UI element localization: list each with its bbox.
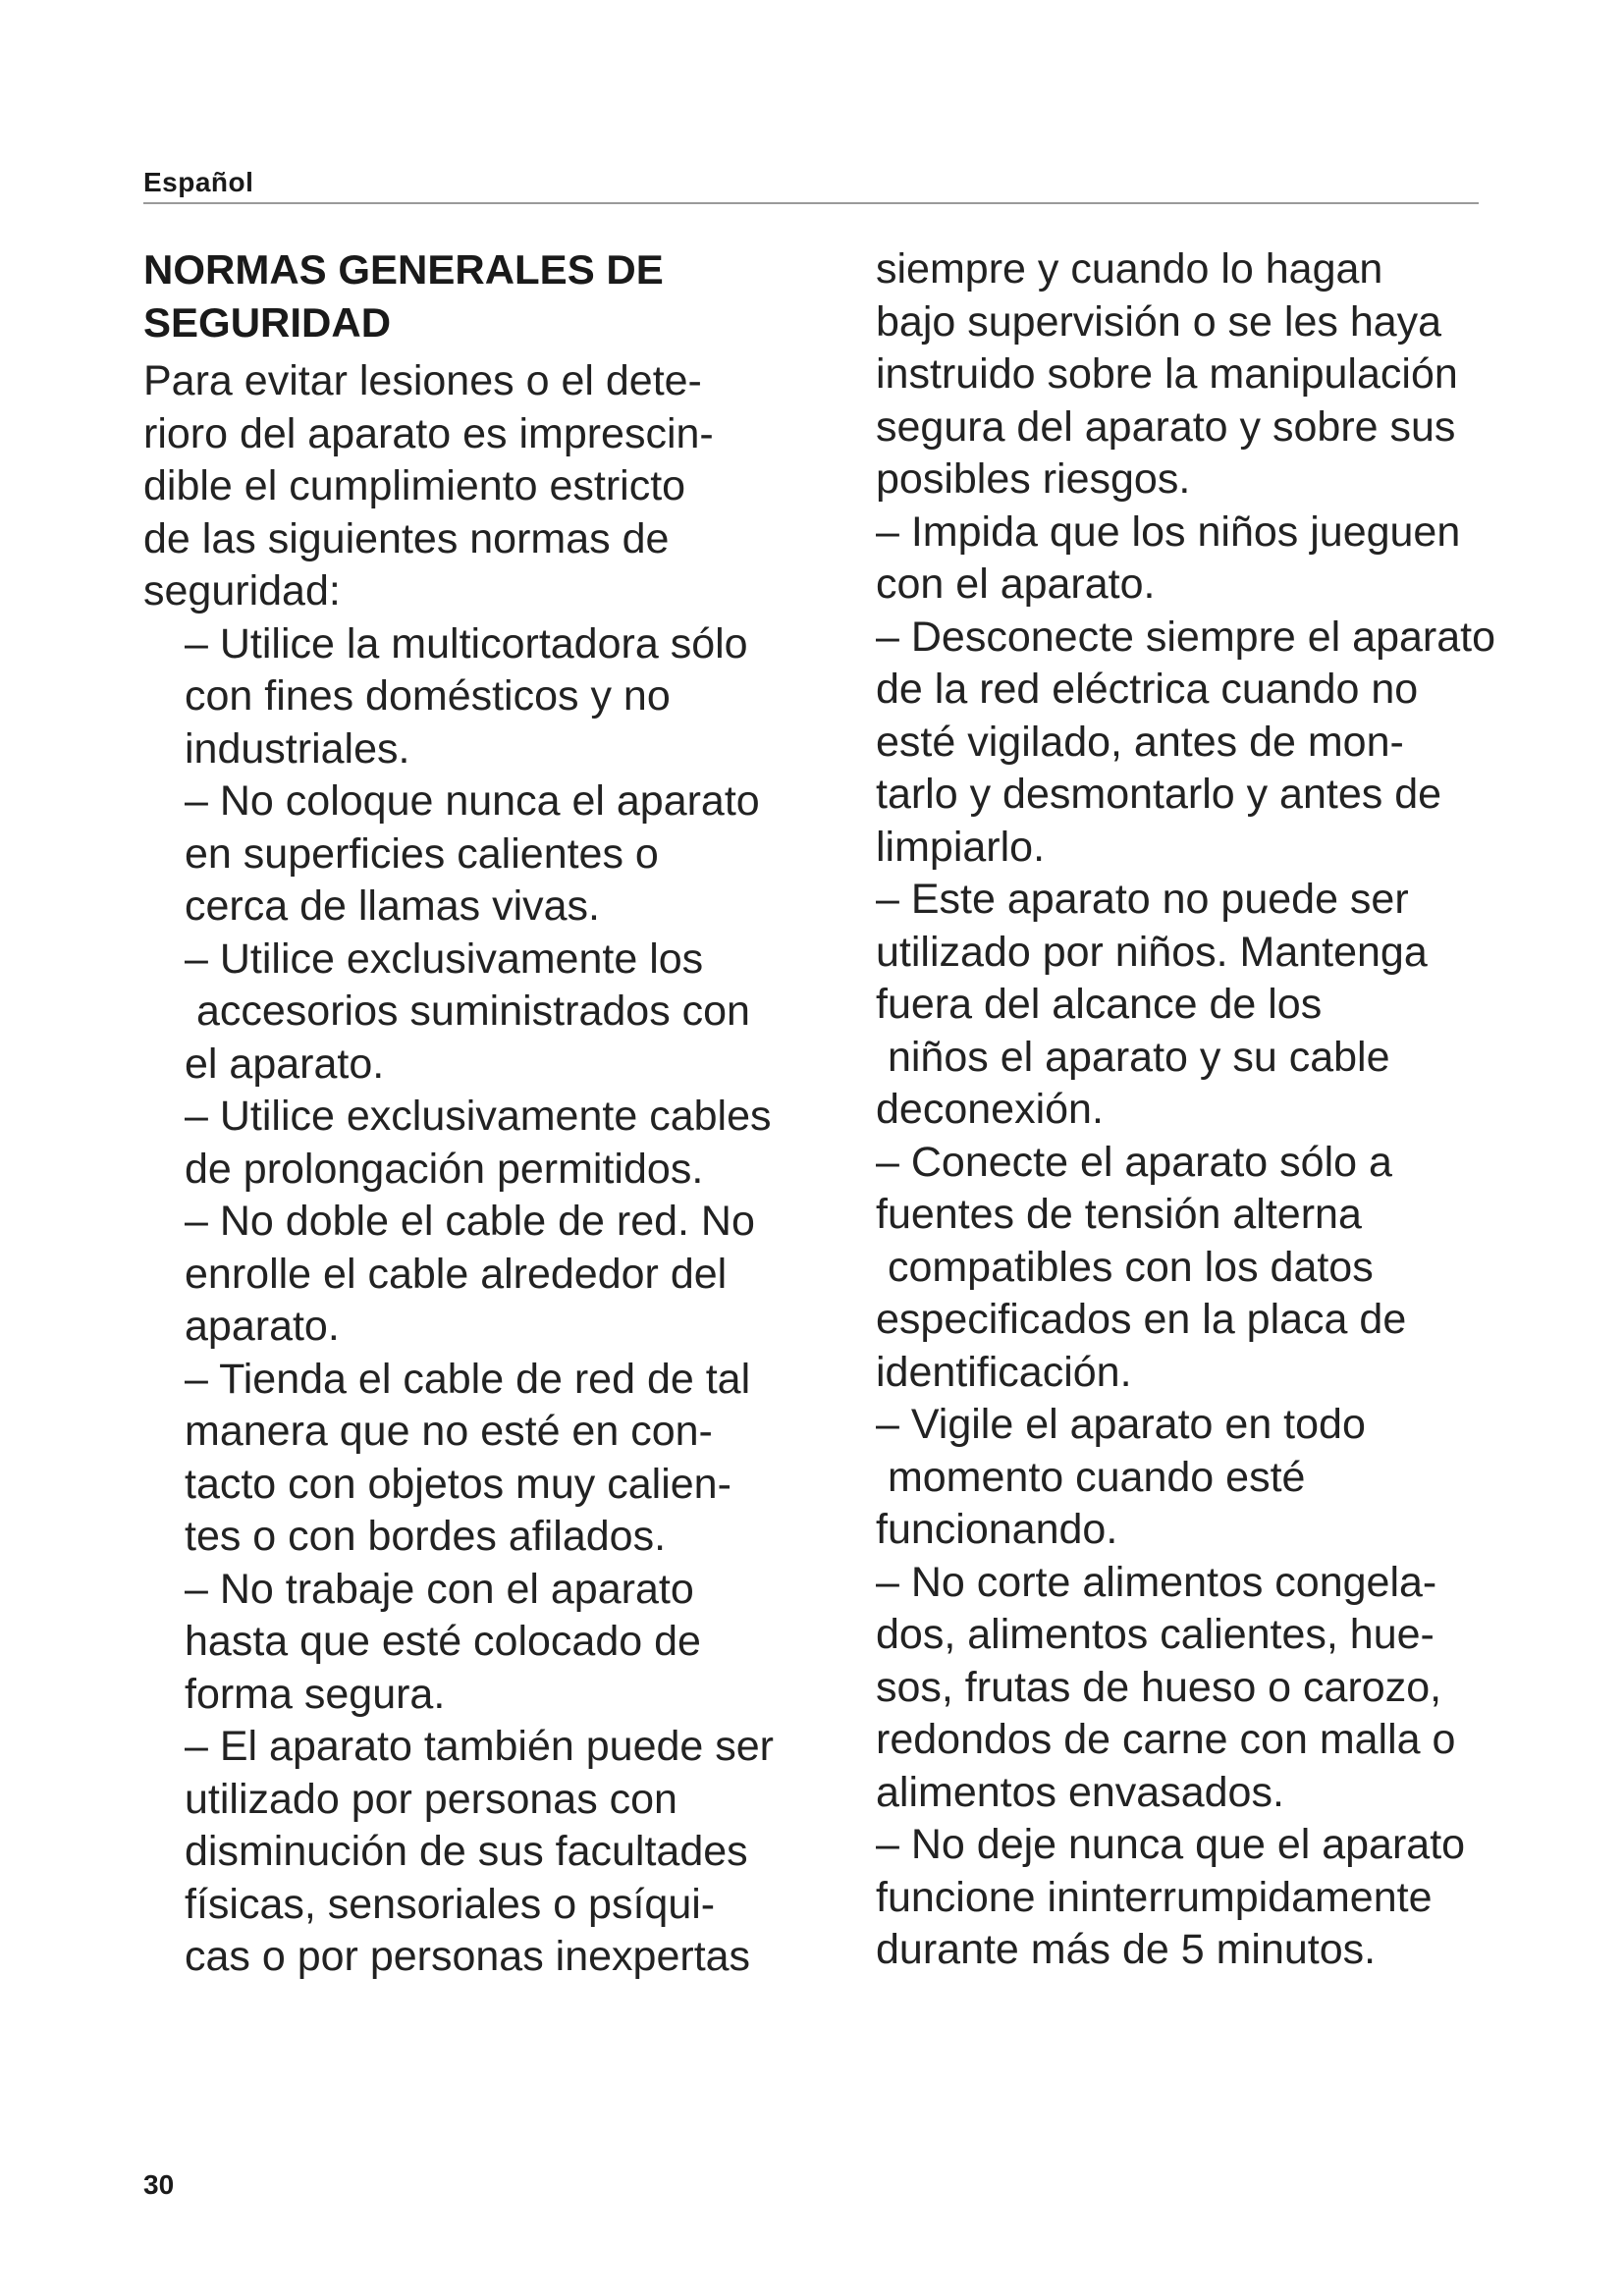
page-number: 30 — [143, 2169, 175, 2200]
rule-line: tes o con bordes afilados. — [185, 1513, 667, 1560]
rule-line: industriales. — [185, 724, 410, 773]
rule-line: – Vigile el aparato en todo — [876, 1401, 1366, 1448]
rule-line: tacto con objetos muy calien- — [185, 1460, 731, 1508]
rule-line: fuera del alcance de los — [876, 981, 1323, 1028]
rule-line: sos, frutas de hueso o carozo, — [876, 1663, 1442, 1711]
rule-line: aparato. — [185, 1303, 340, 1350]
rule-line: funcionando. — [876, 1506, 1118, 1553]
rule-line: el aparato. — [185, 1040, 385, 1088]
rule-line: instruido sobre la manipulación — [876, 350, 1458, 398]
rule-line: en superficies calientes o — [185, 829, 659, 878]
rule-line: dos, alimentos calientes, hue- — [876, 1611, 1435, 1658]
rule-line: – No doble el cable de red. No — [185, 1198, 755, 1245]
rule-line: forma segura. — [185, 1670, 446, 1718]
title-line: NORMAS GENERALES DE — [143, 246, 664, 293]
title-line: SEGURIDAD — [143, 299, 392, 346]
safety-rules-list — [143, 618, 831, 1984]
rule-line: hasta que esté colocado de — [185, 1618, 701, 1665]
rule-line: funcione ininterrumpidamente — [876, 1873, 1433, 1921]
rule-line: de la red eléctrica cuando no — [876, 666, 1419, 713]
left-column — [143, 243, 831, 1984]
rule-line: fuentes de tensión alterna — [876, 1191, 1362, 1238]
rule-line: manera que no esté en con- — [185, 1408, 713, 1455]
rule-line: – Utilice exclusivamente cables — [185, 1093, 772, 1140]
rule-line: utilizado por personas con — [185, 1775, 677, 1823]
rule-line: durante más de 5 minutos. — [876, 1926, 1377, 1973]
rule-line: esté vigilado, antes de mon- — [876, 718, 1404, 766]
rule-line: cerca de llamas vivas. — [185, 882, 600, 930]
section-title — [143, 243, 831, 349]
rule-line: – Tienda el cable de red de tal — [185, 1355, 751, 1403]
rule-line: identificación. — [876, 1348, 1132, 1396]
rule-line: alimentos envasados. — [876, 1768, 1284, 1816]
intro-line: rioro del aparato es imprescin- — [143, 409, 714, 457]
rule-line: – Desconecte siempre el aparato — [876, 613, 1496, 661]
rule-line: enrolle el cable alrededor del — [185, 1250, 728, 1298]
rule-line: bajo supervisión o se les haya — [876, 297, 1442, 346]
rule-line: tarlo y desmontarlo y antes de — [876, 771, 1442, 818]
rule-line: – No trabaje con el aparato — [185, 1565, 694, 1613]
rule-line: segura del aparato y sobre sus — [876, 402, 1456, 451]
rule-line: – No coloque nunca el aparato — [185, 777, 760, 825]
rule-line: utilizado por niños. Mantenga — [876, 928, 1428, 976]
rule-line: posibles riesgos. — [876, 455, 1191, 503]
intro-line: Para evitar lesiones o el dete- — [143, 357, 702, 404]
rule-line: con fines domésticos y no — [185, 672, 671, 720]
intro-line: seguridad: — [143, 567, 341, 614]
intro-paragraph — [143, 355, 831, 618]
rule-line: con el aparato. — [876, 561, 1156, 608]
rule-line: – Este aparato no puede ser — [876, 876, 1409, 923]
language-label: Español — [143, 167, 254, 197]
rule-line: – Utilice exclusivamente los — [185, 934, 704, 983]
rule-line: limpiarlo. — [876, 823, 1046, 871]
rule-line: – El aparato también puede ser — [185, 1723, 775, 1770]
rule-line: accesorios suministrados con — [185, 988, 750, 1035]
rule-line: – No corte alimentos congela- — [876, 1558, 1437, 1606]
rule-line: cas o por personas inexpertas — [185, 1933, 751, 1980]
rule-line: – Utilice la multicortadora sólo — [185, 619, 748, 667]
rule-line: – Conecte el aparato sólo a — [876, 1138, 1392, 1186]
rule-line: momento cuando esté — [876, 1453, 1306, 1501]
rule-line: – No deje nunca que el aparato — [876, 1821, 1466, 1868]
header-divider — [143, 202, 1479, 204]
intro-line: dible el cumplimiento estricto — [143, 462, 686, 509]
right-column — [876, 243, 1543, 1977]
rule-line: compatibles con los datos — [876, 1243, 1374, 1291]
rule-line: de prolongación permitidos. — [185, 1145, 704, 1193]
rule-line: niños el aparato y su cable — [876, 1033, 1390, 1081]
rule-line: – Impida que los niños jueguen — [876, 507, 1461, 556]
rule-line: redondos de carne con malla o — [876, 1716, 1456, 1763]
rule-line: siempre y cuando lo hagan — [876, 245, 1383, 293]
rule-line: especificados en la placa de — [876, 1296, 1407, 1343]
intro-line: de las siguientes normas de — [143, 514, 670, 562]
rule-line: deconexión. — [876, 1086, 1104, 1133]
rule-line: disminución de sus facultades — [185, 1828, 748, 1875]
rule-line: físicas, sensoriales o psíqui- — [185, 1880, 716, 1928]
